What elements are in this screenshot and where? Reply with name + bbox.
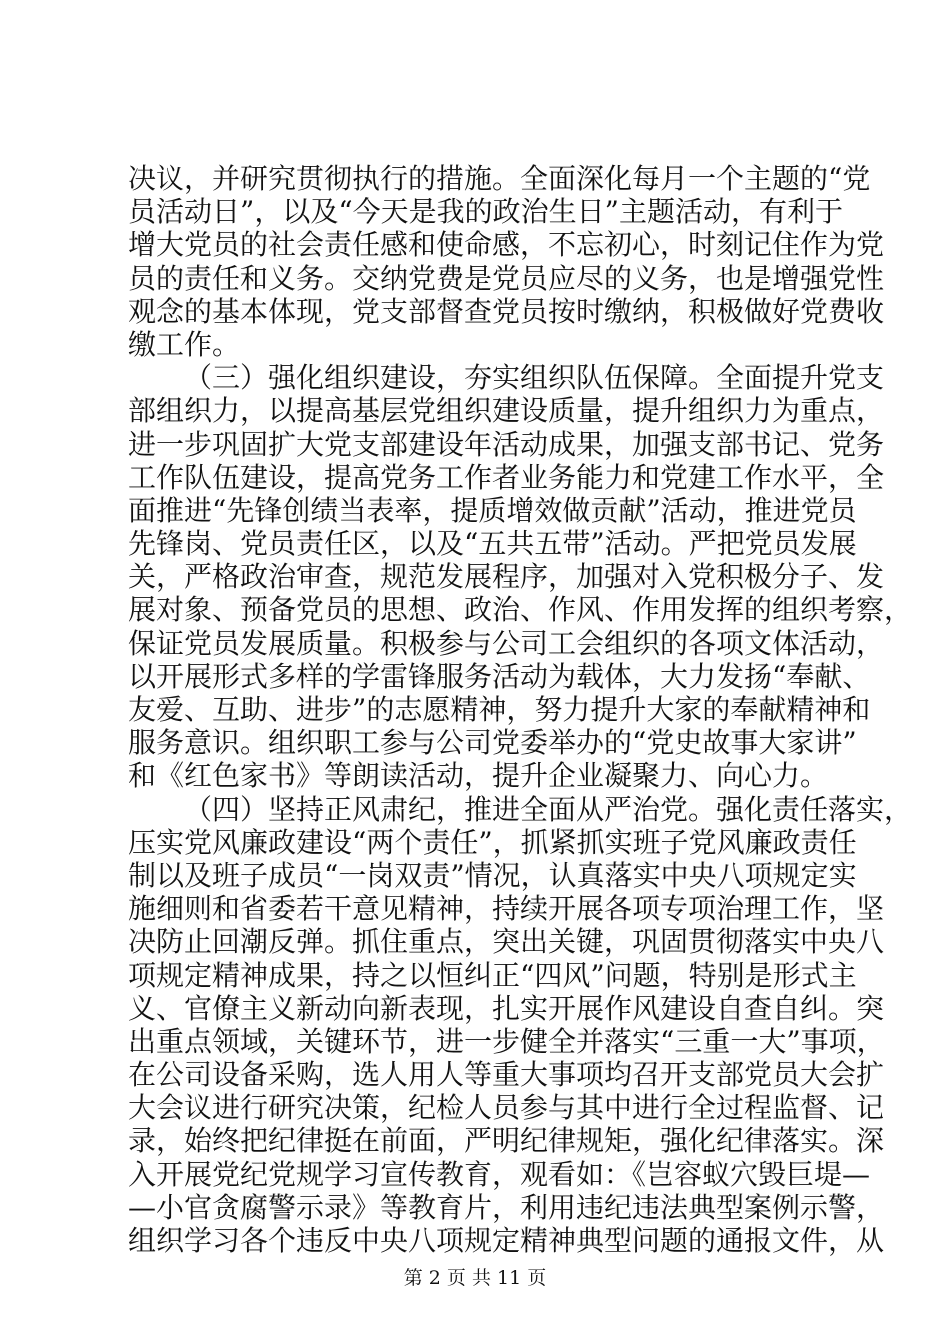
text-line: 组织学习各个违反中央八项规定精神典型问题的通报文件，从: [128, 1224, 885, 1257]
text-line: 关，严格政治审查，规范发展程序，加强对入党积极分子、发: [128, 560, 885, 594]
text-line: 服务意识。组织职工参与公司党委举办的“党史故事大家讲”: [128, 726, 857, 760]
text-line: —小官贪腐警示录》等教育片，利用违纪违法典型案例示警，: [128, 1190, 885, 1224]
text-line: 施细则和省委若干意见精神，持续开展各项专项治理工作，坚: [128, 892, 885, 926]
text-line: 在公司设备采购，选人用人等重大事项均召开支部党员大会扩: [128, 1058, 885, 1092]
text-line: 录，始终把纪律挺在前面，严明纪律规矩，强化纪律落实。深: [128, 1124, 885, 1158]
text-line: 压实党风廉政建设“两个责任”，抓紧抓实班子党风廉政责任: [128, 825, 857, 859]
text-line: 部组织力，以提高基层党组织建设质量，提升组织力为重点，: [128, 394, 885, 428]
text-line: 观念的基本体现，党支部督查党员按时缴纳，积极做好党费收: [128, 294, 885, 328]
text-line: 展对象、预备党员的思想、政治、作风、作用发挥的组织考察，: [128, 593, 913, 627]
text-line: 大会议进行研究决策，纪检人员参与其中进行全过程监督、记: [128, 1091, 885, 1125]
text-line: 工作队伍建设，提高党务工作者业务能力和党建工作水平，全: [128, 460, 885, 494]
text-line: 决防止回潮反弹。抓住重点，突出关键，巩固贯彻落实中央八: [128, 925, 885, 959]
text-line: 项规定精神成果，持之以恒纠正“四风”问题，特别是形式主: [128, 958, 857, 992]
document-body: [128, 162, 913, 1257]
text-line: 友爱、互助、进步”的志愿精神，努力提升大家的奉献精神和: [128, 693, 871, 726]
text-line: 面推进“先锋创绩当表率，提质增效做贡献”活动，推进党员: [128, 493, 857, 527]
paragraph-first-line: （四）坚持正风肃纪，推进全面从严治党。强化责任落实，: [184, 792, 913, 826]
text-line: 员的责任和义务。交纳党费是党员应尽的义务，也是增强党性: [128, 261, 885, 295]
text-line: 入开展党纪党规学习宣传教育，观看如：《岂容蚁穴毁巨堤—: [128, 1157, 871, 1191]
text-line: 员活动日”，以及“今天是我的政治生日”主题活动，有利于: [128, 195, 843, 229]
text-line: 出重点领域，关键环节，进一步健全并落实“三重一大”事项，: [128, 1024, 885, 1058]
text-line: 和《红色家书》等朗读活动，提升企业凝聚力、向心力。: [128, 759, 829, 793]
text-line: 决议，并研究贯彻执行的措施。全面深化每月一个主题的“党: [128, 162, 871, 195]
text-line: 缴工作。: [128, 327, 241, 361]
page-footer: 第 2 页 共 11 页: [403, 1267, 547, 1289]
text-line: 义、官僚主义新动向新表现，扎实开展作风建设自查自纠。突: [128, 991, 885, 1025]
text-line: 制以及班子成员“一岗双责”情况，认真落实中央八项规定实: [128, 858, 857, 892]
text-line: 以开展形式多样的学雷锋服务活动为载体，大力发扬“奉献、: [128, 659, 871, 693]
text-line: 保证党员发展质量。积极参与公司工会组织的各项文体活动，: [128, 626, 885, 660]
text-line: 先锋岗、党员责任区，以及“五共五带”活动。严把党员发展: [128, 527, 857, 561]
text-line: 增大党员的社会责任感和使命感，不忘初心，时刻记住作为党: [128, 228, 885, 262]
paragraph-first-line: （三）强化组织建设，夯实组织队伍保障。全面提升党支: [184, 361, 885, 395]
text-line: 进一步巩固扩大党支部建设年活动成果，加强支部书记、党务: [128, 427, 885, 461]
